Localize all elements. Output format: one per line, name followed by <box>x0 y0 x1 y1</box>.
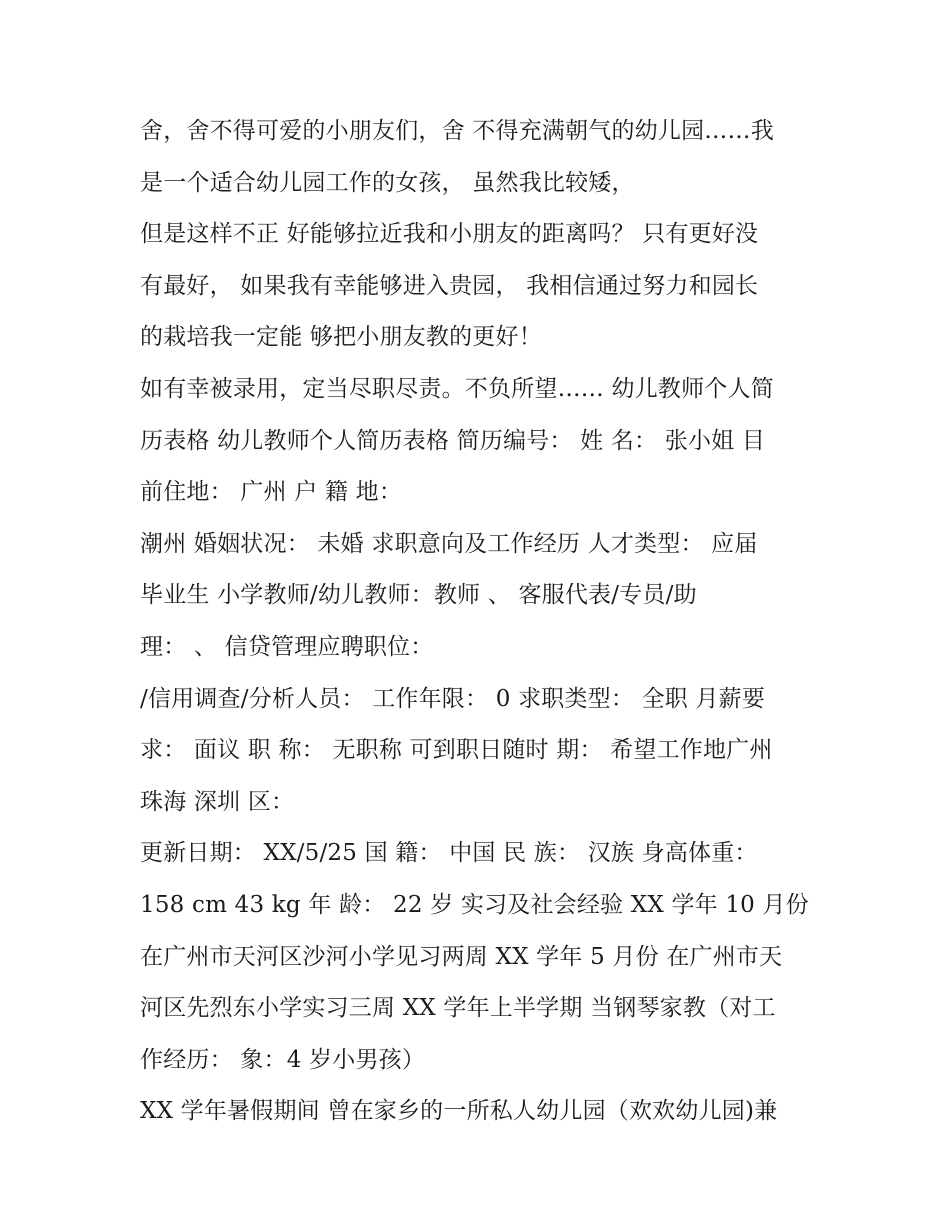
text-line-16: 158 cm 43 kg 年 龄： 22 岁 实习及社会经验 XX 学年 10 月份 <box>140 891 809 918</box>
text-line-7: 历表格 幼儿教师个人简历表格 简历编号： 姓 名： 张小姐 目 <box>140 427 766 454</box>
document-body-text <box>140 106 830 1138</box>
text-line-20: XX 学年暑假期间 曾在家乡的一所私人幼儿园（欢欢幼儿园)兼 <box>140 1098 778 1125</box>
text-line-6: 如有幸被录用，定当尽职尽责。不负所望…… 幼儿教师个人简 <box>140 375 774 402</box>
text-line-3: 但是这样不正 好能够拉近我和小朋友的距离吗？ 只有更好没 <box>140 221 759 248</box>
text-line-2: 是一个适合幼儿园工作的女孩， 虽然我比较矮， <box>140 169 635 196</box>
text-line-1: 舍，舍不得可爱的小朋友们，舍 不得充满朝气的幼儿园……我 <box>140 118 774 144</box>
text-line-11: 理： 、 信贷管理应聘职位： <box>140 633 434 660</box>
text-line-12: /信用调查/分析人员： 工作年限： 0 求职类型： 全职 月薪要 <box>140 685 766 712</box>
text-line-8: 前住地： 广州 户 籍 地： <box>140 479 403 506</box>
text-line-9: 潮州 婚姻状况： 未婚 求职意向及工作经历 人才类型： 应届 <box>140 530 758 557</box>
text-line-14: 珠海 深圳 区： <box>140 788 295 815</box>
text-line-18: 河区先烈东小学实习三周 XX 学年上半学期 当钢琴家教（对工 <box>140 995 776 1022</box>
text-line-19: 作经历： 象：4 岁小男孩） <box>140 1046 426 1073</box>
text-line-5: 的栽培我一定能 够把小朋友教的更好！ <box>140 324 542 351</box>
text-line-17: 在广州市天河区沙河小学见习两周 XX 学年 5 月份 在广州市天 <box>140 943 783 970</box>
text-line-13: 求： 面议 职 称： 无职称 可到职日随时 期： 希望工作地广州 <box>140 737 773 764</box>
text-line-10: 毕业生 小学教师/幼儿教师：教师 、 客服代表/专员/助 <box>140 582 697 609</box>
text-line-4: 有最好， 如果我有幸能够进入贵园， 我相信通过努力和园长 <box>140 272 759 299</box>
text-line-15: 更新日期： XX/5/25 国 籍： 中国 民 族： 汉族 身高体重： <box>140 840 758 867</box>
